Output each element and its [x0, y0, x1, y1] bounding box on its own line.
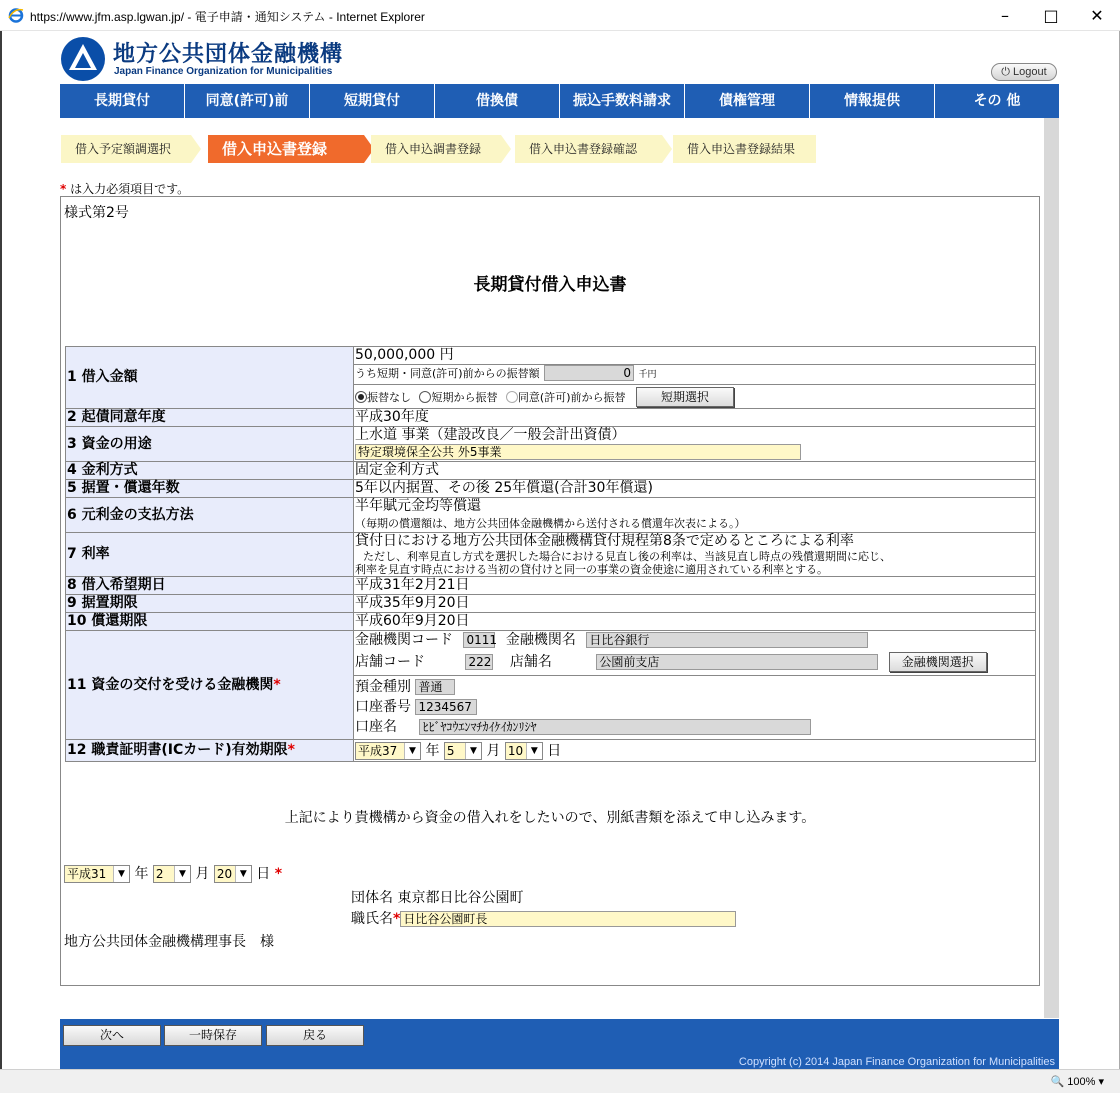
branch-line — [354, 651, 1035, 675]
date-day-select[interactable] — [214, 865, 252, 883]
repayment-limit-value: 平成60年9月20日 — [354, 613, 1036, 631]
step-arrow — [501, 135, 511, 163]
nav-short-term-loan[interactable]: 短期貸付 — [310, 84, 435, 118]
row-fund-usage — [66, 427, 1036, 462]
chevron-down-icon: ▼ — [174, 866, 190, 882]
label-interest-method: 4 金利方式 — [66, 462, 354, 480]
step-2-current: 借入申込書登録 — [208, 135, 364, 163]
ic-expiry-day-select[interactable] — [505, 742, 543, 760]
ic-expiry-month-value: 5 — [446, 743, 455, 758]
main-navigation — [60, 84, 1059, 118]
deferment-limit-value: 平成35年9月20日 — [354, 595, 1036, 613]
label-ic-card-expiry — [66, 740, 354, 762]
organization-name — [351, 887, 523, 907]
label-deferment-years: 5 据置・償還年数 — [66, 480, 354, 498]
branch-code-label: 店舗コード — [355, 654, 425, 670]
transfer-amount-label: うち短期・同意(許可)前からの振替額 — [355, 367, 540, 380]
copyright: Copyright (c) 2014 Japan Finance Organization for Municipalities — [738, 1056, 1055, 1068]
deposit-type-input[interactable]: 普通 — [415, 679, 455, 695]
interest-rate-value: 貸付日における地方公共団体金融機構貸付規程第8条で定めるところによる利率 — [355, 533, 854, 549]
transfer-options-cell — [354, 385, 1036, 409]
row-consent-year — [66, 409, 1036, 427]
bank-line — [354, 631, 1035, 651]
chevron-down-icon: ▼ — [465, 743, 481, 759]
addressee: 地方公共団体金融機構理事長 様 — [64, 934, 274, 950]
nav-other[interactable]: その 他 — [973, 93, 1021, 109]
date-day-value: 20 — [216, 867, 233, 881]
window-left-edge — [0, 31, 2, 1069]
interest-rate-note-1: ただし、利率見直し方式を選択した場合における見直し後の利率は、当該見直し時点の残償還期間に応じ、 — [363, 550, 891, 563]
ic-expiry-era-select[interactable] — [355, 742, 421, 760]
ic-expiry-day-value: 10 — [507, 743, 524, 758]
application-table — [65, 346, 1036, 762]
nav-pre-consent[interactable]: 同意(許可)前 — [185, 84, 310, 118]
logout-button[interactable] — [991, 63, 1057, 81]
label-ic-card-expiry-text: 12 職責証明書(ICカード)有効期限 — [67, 742, 288, 758]
bank-select-button[interactable]: 金融機関選択 — [889, 652, 987, 672]
fund-usage-cell — [354, 427, 1036, 462]
branch-code-input[interactable]: 222 — [465, 654, 493, 670]
row-deferment-years — [66, 480, 1036, 498]
step-5: 借入申込書登録結果 — [673, 135, 816, 163]
date-month-unit: 月 — [195, 866, 210, 882]
official-title-label: 職氏名 — [351, 911, 393, 927]
label-consent-year: 2 起債同意年度 — [66, 409, 354, 427]
ic-card-expiry-cell — [354, 740, 1036, 762]
transfer-amount-input[interactable]: 0 — [544, 365, 634, 381]
account-name-input[interactable]: ﾋﾋﾞﾔｺｳｴﾝﾏﾁｶｲｹｲｶﾝﾘｼﾔ — [419, 719, 811, 735]
next-button[interactable]: 次へ — [63, 1025, 161, 1046]
ic-expiry-year-unit: 年 — [425, 742, 440, 759]
required-note-text: は入力必須項目です。 — [70, 182, 190, 196]
row-desired-date — [66, 577, 1036, 595]
required-mark: * — [393, 911, 401, 927]
row-interest-rate — [66, 533, 1036, 577]
form-title: 長期貸付借入申込書 — [473, 275, 627, 295]
date-day-unit: 日 — [256, 866, 271, 882]
row-repayment-limit — [66, 613, 1036, 631]
bank-code-label: 金融機関コード — [355, 632, 453, 648]
chevron-down-icon: ▼ — [235, 866, 251, 882]
row-financial-institution — [66, 631, 1036, 740]
vertical-scrollbar[interactable] — [1044, 118, 1059, 1018]
organization-name-label: 団体名 — [351, 890, 393, 906]
required-mark: * — [274, 866, 283, 882]
step-3: 借入申込調書登録 — [371, 135, 501, 163]
deposit-type-line — [355, 678, 1034, 698]
application-date — [64, 863, 282, 883]
organization-name-value: 東京都日比谷公園町 — [397, 890, 524, 906]
maximize-button[interactable]: □ — [1043, 6, 1059, 25]
label-deferment-limit: 9 据置期限 — [66, 595, 354, 613]
bank-name-label: 金融機関名 — [505, 632, 576, 648]
row-payment-method — [66, 498, 1036, 533]
logout-label: Logout — [1013, 66, 1047, 78]
radio-pre-consent-transfer-label: 同意(許可)前から振替 — [517, 390, 626, 404]
bank-code-input[interactable]: 0111 — [463, 632, 495, 648]
interest-rate-note-2: 利率を見直す時点における当初の貸付けと同一の事業の資金使途に適用されている利率とする。 — [355, 563, 828, 576]
required-mark: * — [287, 742, 295, 758]
chevron-down-icon: ▼ — [404, 743, 420, 759]
account-number-line — [355, 698, 1034, 718]
chevron-down-icon: ▼ — [526, 743, 542, 759]
date-month-value: 2 — [155, 867, 164, 881]
date-era-value: 平成31 — [67, 867, 107, 881]
label-financial-institution-text: 11 資金の交付を受ける金融機関 — [67, 676, 274, 693]
required-mark: * — [60, 182, 67, 196]
step-arrow — [662, 135, 672, 163]
back-button[interactable]: 戻る — [266, 1025, 364, 1046]
nav-credit-management[interactable]: 債権管理 — [685, 84, 810, 118]
desired-date-value: 平成31年2月21日 — [354, 577, 1036, 595]
deposit-type-label: 預金種別 — [355, 679, 411, 695]
branch-name-input[interactable]: 公園前支店 — [596, 654, 878, 670]
close-button[interactable]: ✕ — [1090, 6, 1104, 25]
deferment-years-value: 5年以内据置、その後 25年償還(合計30年償還) — [354, 480, 1036, 498]
internet-explorer-icon — [8, 7, 24, 23]
form-style-number: 様式第2号 — [64, 205, 129, 221]
row-interest-method — [66, 462, 1036, 480]
account-name-line — [355, 718, 1034, 738]
declaration-text: 上記により貴機構から資金の借入れをしたいので、別紙書類を添えて申し込みます。 — [284, 810, 816, 826]
branch-name-label: 店舗名 — [509, 654, 552, 670]
ic-expiry-era-value: 平成37 — [358, 743, 398, 758]
date-year-unit: 年 — [134, 866, 149, 882]
zoom-level: 100% — [1067, 1076, 1096, 1088]
transfer-amount-unit: 千円 — [638, 370, 657, 380]
financial-institution-cell — [354, 631, 1036, 740]
label-payment-method: 6 元利金の支払方法 — [66, 498, 354, 533]
required-mark: * — [273, 676, 281, 693]
nav-information[interactable]: 情報提供 — [810, 84, 935, 118]
row-ic-card-expiry — [66, 740, 1036, 762]
window-titlebar — [0, 0, 1120, 31]
radio-short-term-transfer-label: 短期から振替 — [431, 390, 498, 404]
fund-usage-input[interactable]: 特定環境保全公共 外5事業 — [355, 444, 801, 460]
row-loan-amount — [66, 347, 1036, 365]
account-number-input[interactable]: 1234567 — [415, 699, 477, 715]
payment-method-cell — [354, 498, 1036, 533]
required-note — [60, 180, 189, 197]
payment-method-value: 半年賦元金均等償還 — [355, 498, 481, 514]
application-form — [60, 196, 1040, 986]
ic-expiry-month-unit: 月 — [486, 742, 501, 759]
short-term-select-button[interactable]: 短期選択 — [636, 387, 734, 407]
step-1: 借入予定額調選択 — [61, 135, 191, 163]
radio-pre-consent-transfer[interactable] — [506, 391, 518, 403]
step-4: 借入申込書登録確認 — [515, 135, 662, 163]
ic-expiry-month-select[interactable] — [444, 742, 482, 760]
label-interest-rate: 7 利率 — [66, 533, 354, 577]
status-bar — [0, 1069, 1120, 1093]
row-deferment-limit — [66, 595, 1036, 613]
official-title-input[interactable]: 日比谷公園町長 — [400, 911, 736, 927]
label-loan-amount: 1 借入金額 — [66, 347, 354, 409]
account-number-label: 口座番号 — [355, 699, 411, 715]
logo-japanese-name: 地方公共団体金融機構 — [113, 42, 344, 67]
radio-no-transfer[interactable] — [355, 391, 367, 403]
bank-name-input[interactable]: 日比谷銀行 — [586, 632, 868, 648]
nav-long-term-loan[interactable]: 長期貸付 — [60, 84, 185, 118]
magnifier-icon: 🔍 — [1050, 1076, 1065, 1088]
account-name-label: 口座名 — [355, 719, 397, 735]
page-footer — [60, 1019, 1059, 1069]
radio-short-term-transfer[interactable] — [419, 391, 431, 403]
ic-expiry-day-unit: 日 — [547, 742, 562, 759]
temporary-save-button[interactable]: 一時保存 — [164, 1025, 262, 1046]
nav-transfer-fee-claim[interactable]: 振込手数料請求 — [560, 84, 685, 118]
label-repayment-limit: 10 償還期限 — [66, 613, 354, 631]
date-month-select[interactable] — [153, 865, 191, 883]
logo-english-name: Japan Finance Organization for Municipalities — [114, 66, 333, 77]
zoom-control[interactable]: 🔍 100% ▾ — [1050, 1076, 1104, 1088]
loan-amount-value: 50,000,000 円 — [354, 347, 1036, 365]
interest-rate-cell — [354, 533, 1036, 577]
account-block — [354, 675, 1035, 739]
step-arrow — [191, 135, 201, 163]
power-icon: ⏻ — [1001, 66, 1010, 78]
consent-year-value: 平成30年度 — [354, 409, 1036, 427]
label-financial-institution — [66, 631, 354, 740]
date-era-select[interactable] — [64, 865, 130, 883]
fund-usage-value: 上水道 事業（建設改良／一般会計出資債） — [355, 427, 626, 443]
transfer-amount-cell — [354, 365, 1036, 385]
minimize-button[interactable]: – — [1001, 6, 1009, 25]
radio-no-transfer-label: 振替なし — [367, 390, 411, 404]
payment-method-note: （毎期の償還額は、地方公共団体金融機構から送付される償還年次表による。） — [355, 517, 746, 530]
chevron-down-icon: ▼ — [113, 866, 129, 882]
label-fund-usage: 3 資金の用途 — [66, 427, 354, 462]
logo-mark-icon — [60, 36, 106, 82]
window-title: https://www.jfm.asp.lgwan.jp/ - 電子申請・通知システム - Internet Explorer — [30, 10, 425, 24]
label-desired-date: 8 借入希望期日 — [66, 577, 354, 595]
organization-logo — [60, 36, 360, 82]
official-title — [351, 908, 736, 928]
nav-refunding-bonds[interactable]: 借換債 — [435, 84, 560, 118]
interest-method-value: 固定金利方式 — [354, 462, 1036, 480]
